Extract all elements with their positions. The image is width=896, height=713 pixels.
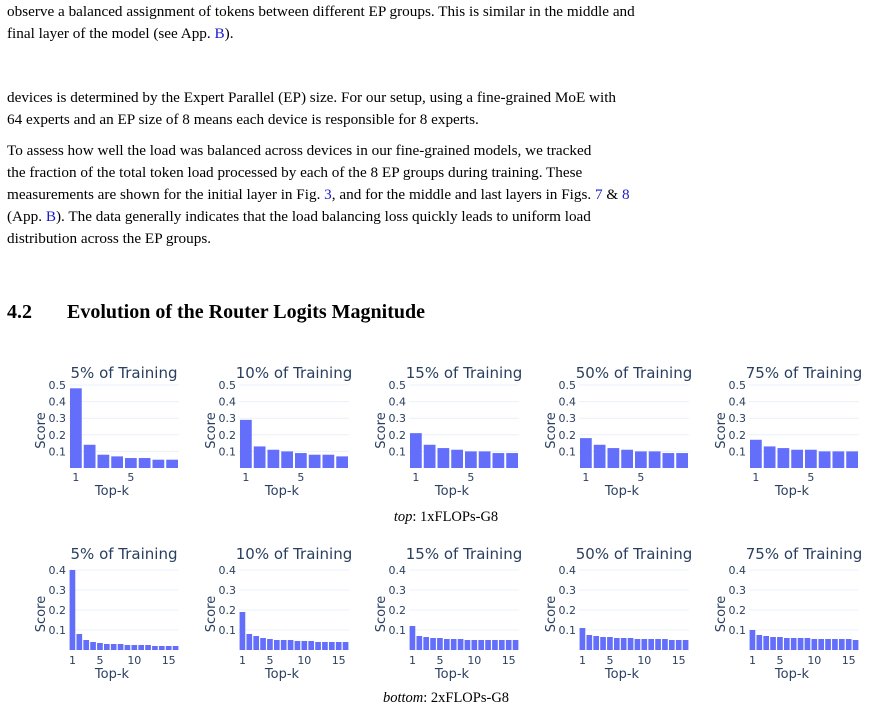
bar [152, 646, 158, 650]
bar [805, 638, 811, 650]
y-tick-label: 0.5 [558, 379, 576, 392]
x-tick-label: 5 [127, 471, 135, 484]
text-line: ). [224, 25, 234, 42]
bar [586, 635, 592, 650]
y-tick-label: 0.1 [558, 445, 576, 459]
bar [329, 642, 335, 650]
x-axis-label: Top-k [94, 484, 130, 499]
caption-bottom-label: bottom [382, 690, 424, 706]
y-axis-label: Score [204, 595, 219, 633]
y-tick-label: 0.5 [218, 379, 236, 392]
bar [125, 458, 137, 468]
bar [853, 640, 859, 650]
chart-panel [34, 364, 179, 499]
bar [424, 445, 436, 468]
x-axis-label: Top-k [94, 667, 130, 682]
x-tick-label: 5 [96, 654, 104, 667]
bar [323, 455, 335, 468]
y-tick-label: 0.4 [388, 564, 406, 577]
x-tick-label: 1 [578, 654, 586, 667]
y-axis-label: Score [714, 595, 729, 633]
bar [308, 641, 314, 650]
chart-panel [374, 364, 522, 499]
x-tick-label: 10 [297, 654, 312, 667]
x-axis-label: Top-k [774, 667, 810, 682]
bar [260, 638, 266, 650]
y-tick-label: 0.3 [218, 584, 236, 597]
x-tick-label: 1 [582, 471, 590, 484]
bar [777, 637, 783, 650]
caption-top-label: top [393, 509, 413, 525]
y-tick-label: 0.4 [728, 395, 746, 409]
chart-title: 5% of Training [70, 364, 178, 382]
bar [756, 635, 762, 650]
bar [423, 637, 429, 650]
bar [84, 445, 96, 468]
x-tick-label: 5 [606, 654, 614, 667]
chart-title: 15% of Training [405, 364, 523, 382]
x-tick-label: 1 [412, 471, 420, 484]
y-tick-label: 0.3 [218, 412, 236, 426]
x-axis-label: Top-k [434, 667, 470, 682]
appendix-link[interactable]: B [214, 25, 225, 42]
text-line: devices is determined by the Expert Parallel (EP) size. For our setup, using a fine-grained MoE with [7, 89, 617, 106]
y-tick-label: 0.4 [728, 564, 746, 577]
bar [465, 640, 471, 650]
x-tick-label: 15 [671, 654, 686, 667]
y-tick-label: 0.1 [558, 624, 576, 637]
y-tick-label: 0.2 [558, 428, 576, 442]
bar [798, 638, 804, 650]
bar [819, 451, 831, 468]
bar [253, 636, 259, 650]
bar [70, 388, 82, 468]
y-tick-label: 0.1 [48, 445, 66, 459]
bar [437, 638, 443, 650]
bar [166, 460, 178, 468]
bar [833, 451, 845, 468]
y-tick-label: 0.4 [218, 564, 236, 577]
bar [846, 451, 858, 468]
bar [274, 640, 280, 650]
bar [458, 639, 464, 650]
chart-title: 15% of Training [405, 545, 523, 563]
y-tick-label: 0.2 [218, 604, 236, 617]
y-tick-label: 0.1 [728, 445, 746, 459]
y-tick-label: 0.1 [48, 624, 66, 637]
bar [778, 448, 790, 468]
bar [138, 645, 144, 650]
bar [173, 646, 179, 650]
bar [614, 638, 620, 650]
bar [635, 639, 641, 650]
chart-panel [204, 545, 352, 682]
y-axis-label: Score [204, 412, 219, 449]
bar [839, 639, 845, 650]
bar [90, 642, 96, 650]
figure-link[interactable]: 3 [324, 186, 332, 203]
bar [655, 639, 661, 650]
bar [818, 639, 824, 650]
y-tick-label: 0.4 [388, 395, 406, 409]
x-tick-label: 1 [68, 654, 76, 667]
bar [118, 644, 124, 650]
y-tick-label: 0.4 [48, 564, 66, 577]
y-tick-label: 0.4 [558, 564, 576, 577]
y-axis-label: Score [34, 595, 49, 633]
figure-link[interactable]: 8 [621, 186, 630, 203]
y-axis-label: Score [714, 412, 729, 449]
bar [301, 641, 307, 650]
y-tick-label: 0.3 [558, 412, 576, 426]
text-line: observe a balanced assignment of tokens between different EP groups. This is similar in the middle and [7, 3, 635, 20]
y-tick-label: 0.2 [388, 604, 406, 617]
bar [281, 451, 293, 468]
bar [97, 643, 103, 650]
bar [641, 639, 647, 650]
y-tick-label: 0.1 [218, 624, 236, 637]
x-tick-label: 5 [266, 654, 274, 667]
x-axis-label: Top-k [604, 667, 640, 682]
x-axis-label: Top-k [264, 484, 300, 499]
x-tick-label: 1 [752, 471, 760, 484]
bar [153, 460, 165, 468]
x-tick-label: 10 [807, 654, 822, 667]
caption-bottom [296, 690, 596, 707]
chart-title: 75% of Training [745, 364, 863, 382]
bar [621, 638, 627, 650]
bar [846, 639, 852, 650]
text-line: ). The data generally indicates that the load balancing loss quickly leads to uniform load [55, 208, 591, 225]
y-axis-label: Score [544, 595, 559, 633]
y-tick-label: 0.5 [388, 379, 406, 392]
bar [683, 640, 689, 650]
x-tick-label: 5 [807, 471, 815, 484]
y-axis-label: Score [544, 412, 559, 449]
y-tick-label: 0.1 [218, 445, 236, 459]
chart-title: 5% of Training [70, 545, 178, 563]
text-line: measurements are shown for the initial layer in Fig. [7, 186, 325, 203]
caption-bottom-text: : 2xFLOPs-G8 [423, 690, 510, 706]
y-tick-label: 0.1 [728, 624, 746, 637]
bar [336, 456, 348, 468]
bar [763, 636, 769, 650]
bar [784, 638, 790, 650]
bar [770, 637, 776, 650]
bar [309, 455, 321, 468]
bar [662, 639, 668, 650]
chart-panel [204, 364, 352, 499]
section-number: 4.2 [7, 301, 32, 323]
bar [444, 639, 450, 650]
bar [295, 453, 307, 468]
x-tick-label: 10 [127, 654, 142, 667]
bar [825, 639, 831, 650]
x-tick-label: 5 [436, 654, 444, 667]
bar [159, 646, 165, 650]
bar [600, 637, 606, 650]
bar [764, 446, 776, 468]
chart-panel [34, 545, 179, 682]
x-axis-label: Top-k [604, 484, 640, 499]
appendix-link[interactable]: B [45, 208, 56, 225]
bar [240, 420, 252, 468]
x-tick-label: 1 [748, 654, 756, 667]
y-tick-label: 0.1 [388, 445, 406, 459]
caption-top-text: : 1xFLOPs-G8 [412, 509, 499, 525]
bar [607, 637, 613, 650]
bar [676, 640, 682, 650]
bar [111, 644, 117, 650]
bar [416, 636, 422, 650]
bar [513, 640, 519, 650]
bar [254, 446, 266, 468]
bar [410, 626, 416, 650]
bar [471, 640, 477, 650]
bar [343, 642, 349, 650]
x-axis-label: Top-k [774, 484, 810, 499]
y-tick-label: 0.3 [728, 412, 746, 426]
bar [479, 451, 491, 468]
bar [322, 642, 328, 650]
y-tick-label: 0.2 [728, 428, 746, 442]
bar [805, 450, 817, 468]
figure-link[interactable]: 7 [594, 186, 603, 203]
y-tick-label: 0.3 [728, 584, 746, 597]
y-axis-label: Score [34, 412, 49, 449]
chart-title: 10% of Training [235, 364, 353, 382]
y-tick-label: 0.3 [558, 584, 576, 597]
x-tick-label: 15 [331, 654, 346, 667]
chart-title: 75% of Training [745, 545, 863, 563]
chart-title: 50% of Training [575, 364, 693, 382]
text-line: 64 experts and an EP size of 8 means each device is responsible for 8 experts. [7, 111, 479, 128]
chart-title: 10% of Training [235, 545, 353, 563]
bar [499, 640, 505, 650]
y-tick-label: 0.3 [48, 412, 66, 426]
bar [492, 640, 498, 650]
y-tick-label: 0.4 [48, 395, 66, 409]
bar [295, 641, 301, 650]
bar [139, 458, 151, 468]
y-tick-label: 0.3 [388, 412, 406, 426]
bar [240, 612, 246, 650]
chart-panel [714, 364, 862, 499]
bar [76, 634, 82, 650]
y-tick-label: 0.2 [558, 604, 576, 617]
bar [104, 644, 110, 650]
x-tick-label: 15 [161, 654, 176, 667]
x-axis-label: Top-k [434, 484, 470, 499]
x-axis-label: Top-k [264, 667, 300, 682]
bar [83, 640, 89, 650]
bar [663, 453, 675, 468]
chart-title: 50% of Training [575, 545, 693, 563]
bar [750, 630, 756, 650]
bar [791, 450, 803, 468]
bar [676, 453, 688, 468]
bar [288, 640, 294, 650]
bar [410, 433, 422, 468]
x-tick-label: 5 [297, 471, 305, 484]
y-tick-label: 0.3 [48, 584, 66, 597]
y-tick-label: 0.5 [48, 379, 66, 392]
bar [649, 451, 661, 468]
x-tick-label: 1 [238, 654, 246, 667]
text-line: To assess how well the load was balanced across devices in our fine-grained models, we tracked [7, 142, 592, 159]
bar [648, 639, 654, 650]
bar [451, 639, 457, 650]
bar [438, 448, 450, 468]
bar [430, 638, 436, 650]
bar [70, 570, 76, 650]
bar [166, 646, 172, 650]
y-tick-label: 0.2 [48, 428, 66, 442]
bar [246, 634, 252, 650]
x-tick-label: 5 [637, 471, 645, 484]
bar [506, 640, 512, 650]
x-tick-label: 10 [637, 654, 652, 667]
y-tick-label: 0.4 [558, 395, 576, 409]
y-tick-label: 0.4 [218, 395, 236, 409]
text-line: final layer of the model (see App. [7, 25, 215, 42]
chart-panel [544, 364, 692, 499]
bar [608, 448, 620, 468]
bar [628, 638, 634, 650]
bar [506, 453, 518, 468]
y-tick-label: 0.2 [728, 604, 746, 617]
x-tick-label: 5 [776, 654, 784, 667]
bar [125, 645, 131, 650]
bar [580, 628, 586, 650]
x-tick-label: 10 [467, 654, 482, 667]
bar [594, 445, 606, 468]
bar [621, 450, 633, 468]
y-tick-label: 0.2 [48, 604, 66, 617]
y-tick-label: 0.5 [728, 379, 746, 392]
section-title: Evolution of the Router Logits Magnitude [67, 301, 425, 323]
bar [451, 450, 463, 468]
y-axis-label: Score [374, 595, 389, 633]
bar [336, 642, 342, 650]
text-line: the fraction of the total token load processed by each of the 8 EP groups during training. These [7, 164, 583, 181]
bar [478, 640, 484, 650]
chart-panel [714, 545, 862, 682]
y-tick-label: 0.3 [388, 584, 406, 597]
bar [268, 450, 280, 468]
bar [593, 636, 599, 650]
bar [485, 640, 491, 650]
y-axis-label: Score [374, 412, 389, 449]
bar [281, 640, 287, 650]
bar [750, 440, 762, 468]
bar [635, 451, 647, 468]
bar [315, 642, 321, 650]
bar [145, 645, 151, 650]
chart-panel [544, 545, 692, 682]
bar [791, 638, 797, 650]
text-line: (App. [7, 208, 46, 225]
bar [111, 456, 123, 468]
bar [669, 640, 675, 650]
caption-top [296, 509, 596, 526]
x-tick-label: 5 [467, 471, 475, 484]
bar [493, 453, 505, 468]
text-line: distribution across the EP groups. [7, 230, 212, 247]
x-tick-label: 15 [841, 654, 856, 667]
x-tick-label: 15 [501, 654, 516, 667]
text-line: , and for the middle and last layers in Figs. [331, 186, 595, 203]
bar [580, 438, 592, 468]
bar [465, 451, 477, 468]
text-line: & [602, 186, 622, 203]
y-tick-label: 0.2 [388, 428, 406, 442]
x-tick-label: 1 [72, 471, 80, 484]
bar [267, 639, 273, 650]
x-tick-label: 1 [408, 654, 416, 667]
y-tick-label: 0.2 [218, 428, 236, 442]
y-tick-label: 0.1 [388, 624, 406, 637]
chart-panel [374, 545, 522, 682]
bar [131, 645, 137, 650]
bar [98, 455, 110, 468]
bar [832, 639, 838, 650]
bar [811, 639, 817, 650]
x-tick-label: 1 [242, 471, 250, 484]
